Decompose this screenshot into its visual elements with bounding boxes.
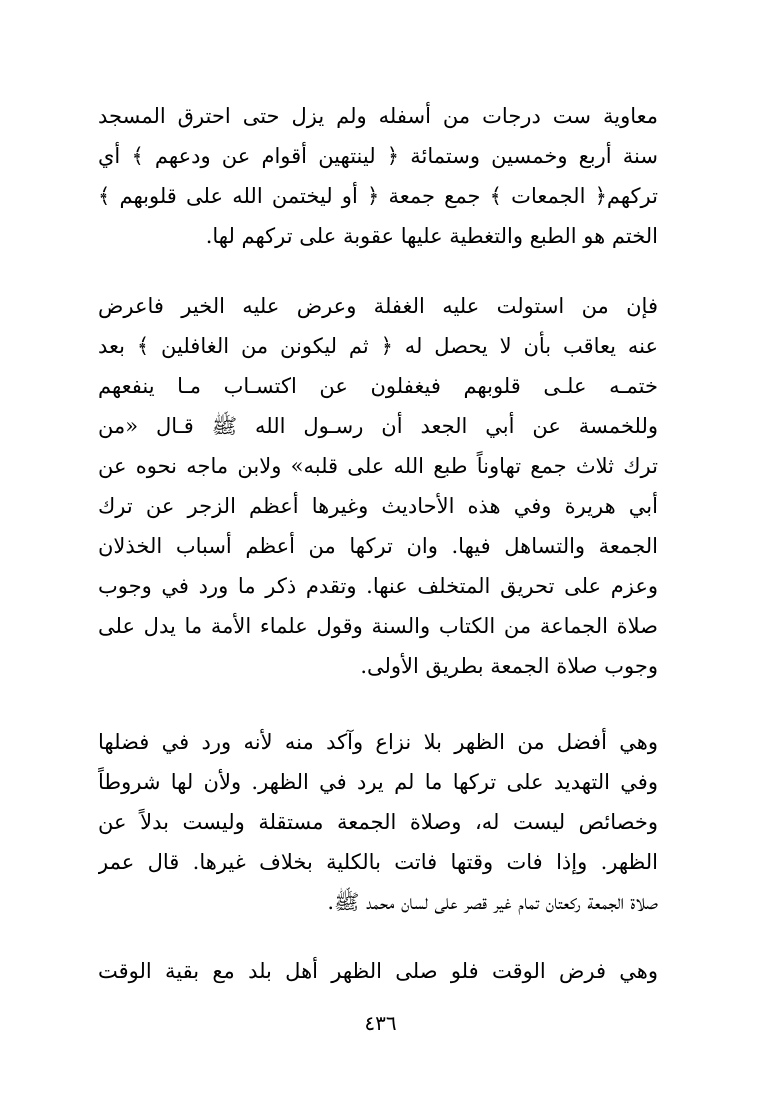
text-line: ختمـه علـى قلوبهم فيغفلون عن اكتسـاب مـا ينفعهم: [98, 374, 658, 398]
text-line: الظهر. وإذا فات وقتها فاتت بالكلية بخلاف غيرها. قال عمر: [98, 850, 658, 874]
text-line: وخصائص ليست له، وصلاة الجمعة مستقلة وليست بدلاً عن: [98, 810, 658, 834]
text-line: ترك ثلاث جمع تهاوناً طبع الله على قلبه» ولابن ماجه نحوه عن: [98, 454, 658, 478]
text-line: سنة أربع وخمسين وستمائة ﴿ لينتهين أقوام عن ودعهم ﴾ أي: [98, 144, 658, 168]
text-line: معاوية ست درجات من أسفله ولم يزل حتى احترق المسجد: [98, 104, 658, 128]
text-line: وهي فرض الوقت فلو صلى الظهر أهل بلد مع بقية الوقت: [98, 959, 658, 983]
text-line: صلاة الجمعة ركعتان تمام غير قصر على لسان محمد ﷺ.: [327, 890, 658, 914]
text-line: فإن من استولت عليه الغفلة وعرض عليه الخير فاعرض: [98, 294, 658, 318]
paragraph-4: [98, 951, 658, 991]
text-line: عنه يعاقب بأن لا يحصل له ﴿ ثم ليكونن من الغافلين ﴾ بعد: [98, 334, 658, 358]
page-number: ٤٣٦: [364, 1011, 397, 1035]
paragraph-1: [98, 96, 658, 256]
paragraph-2: [98, 286, 658, 686]
text-line: وهي أفضل من الظهر بلا نزاع وآكد منه لأنه ورد في فضلها: [98, 730, 658, 754]
text-line: وعزم على تحريق المتخلف عنها. وتقدم ذكر ما ورد في وجوب: [98, 574, 658, 598]
text-line: الجمعة والتساهل فيها. وان تركها من أعظم أسباب الخذلان: [98, 534, 658, 558]
paragraph-3: [98, 722, 658, 922]
text-line: صلاة الجماعة من الكتاب والسنة وقول علماء الأمة ما يدل على: [98, 614, 658, 638]
text-line: وللخمسة عن أبي الجعد أن رسـول الله ﷺ قـال «من: [98, 414, 658, 438]
text-line: أبي هريرة وفي هذه الأحاديث وغيرها أعظم الزجر عن ترك: [98, 494, 658, 518]
text-line: تركهم﴿ الجمعات ﴾ جمع جمعة ﴿ أو ليختمن الله على قلوبهم ﴾: [98, 184, 658, 208]
text-line: الختم هو الطبع والتغطية عليها عقوبة على تركهم لها.: [205, 224, 658, 248]
text-line: وجوب صلاة الجمعة بطريق الأولى.: [360, 654, 658, 678]
text-line: وفي التهديد على تركها ما لم يرد في الظهر. ولأن لها شروطاً: [98, 770, 658, 794]
